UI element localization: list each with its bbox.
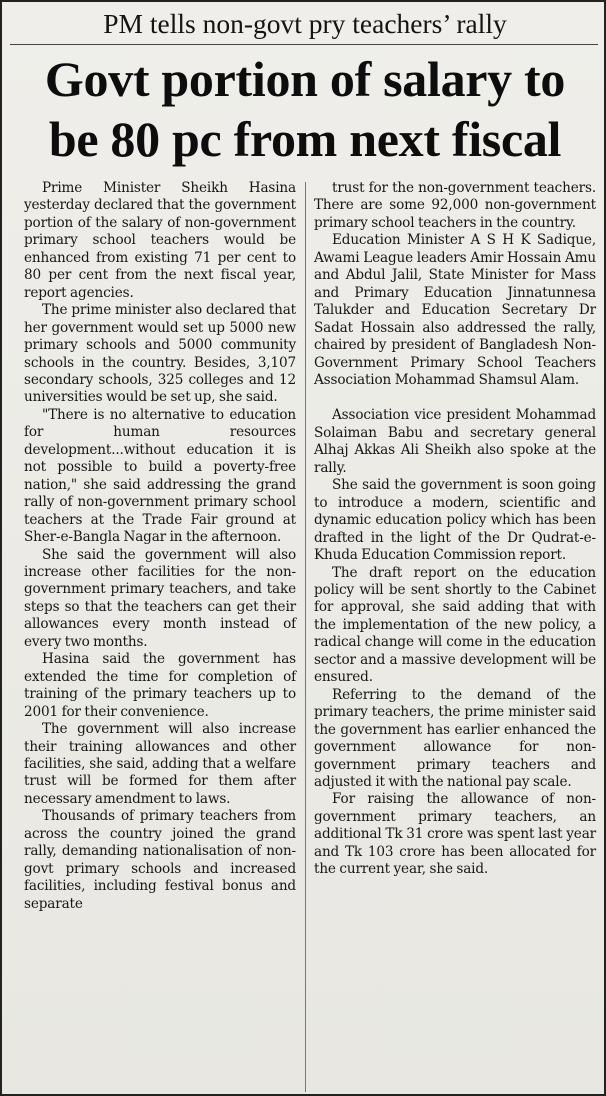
paragraph: Education Minister A S H K Sadique, Awami League leaders Amir Hossain Amu and Abdul Jalil, State Minister for Mass and Primary Education Jinnatunnesa Talukder and Education Secretary Dr Sadat Hossain also addressed the rally, chaired by president of Bangladesh Non-Government Primary School Teachers Association Mohammad Shamsul Alam. [314, 232, 596, 388]
column-divider [305, 182, 306, 1092]
main-headline [2, 49, 606, 169]
paragraph: trust for the non-government teachers. There are some 92,000 non-government primary school teachers in the country. [314, 180, 596, 231]
paragraph: The prime minister also declared that her government would set up 5000 new primary schools and 5000 community schools in the country. Besides, 3,107 secondary schools, 325 colleges and 12 universities would be set up, she said. [24, 302, 296, 406]
headline-line-1: Govt portion of salary to [44, 51, 566, 107]
paragraph: "There is no alternative to education for human resources development...without education it is not possible to build a poverty-free nation," she said addressing the grand rally of non-government primary school teachers at the Trade Fair ground at Sher-e-Bangla Nagar in the afternoon. [24, 406, 296, 546]
paragraph: Thousands of primary teachers from across the country joined the grand rally, demanding nationalisation of non-govt primary schools and increased facilities, including festival bonus and separate [24, 808, 296, 912]
kicker-headline: PM tells non-govt pry teachers’ rally [103, 8, 507, 39]
paragraph: Association vice president Mohammad Solaiman Babu and secretary general Alhaj Akkas Ali Sheikh also spoke at the rally. [314, 407, 596, 476]
paragraph: The government will also increase their training allowances and other facilities, she said, adding that a welfare trust will be formed for them after necessary amendment to laws. [24, 721, 296, 807]
paragraph: For raising the allowance of non-government primary teachers, an additional Tk 31 crore was spent last year and Tk 103 crore has been allocated for the current year, she said. [314, 791, 596, 878]
headline-line-2: be 80 pc from next fiscal [48, 111, 562, 167]
kicker-rule [10, 44, 598, 45]
article-column-left [24, 180, 296, 913]
paragraph: She said the government will also increase other facilities for the non-government primary teachers, and take steps so that the teachers can get their allowances every month instead of every two months. [24, 546, 296, 650]
paragraph: Referring to the demand of the primary teachers, the prime minister said the government has earlier enhanced the government allowance for non-government primary teachers and adjusted it with the national pay scale. [314, 686, 596, 790]
paragraph: Prime Minister Sheikh Hasina yesterday declared that the government portion of the salary of non-government primary school teachers would be enhanced from existing 71 per cent to 80 per cent from the next fiscal year, report agencies. [24, 180, 296, 301]
article-column-right [314, 180, 596, 879]
paragraph: The draft report on the education policy will be sent shortly to the Cabinet for approval, she said adding that with the implementation of the new policy, a radical change will come in the education sector and a massive development will be ensured. [314, 564, 596, 686]
paragraph: Hasina said the government has extended the time for completion of training of the primary teachers up to 2001 for their convenience. [24, 651, 296, 720]
paragraph: She said the government is soon going to introduce a modern, scientific and dynamic education policy which has been drafted in the light of the Dr Qudrat-e-Khuda Education Commission report. [314, 477, 596, 564]
